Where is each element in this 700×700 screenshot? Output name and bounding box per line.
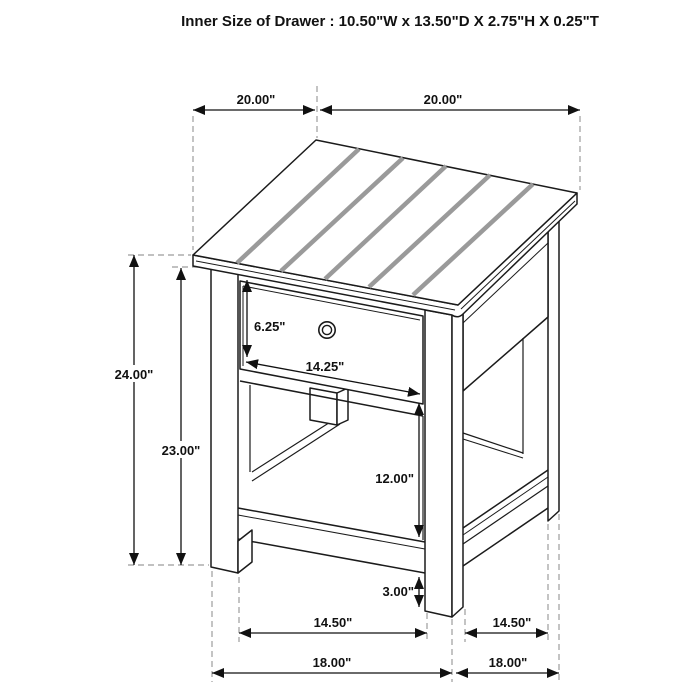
label-under-top-height: 23.00" <box>161 443 201 458</box>
label-shelf-clearance: 12.00" <box>375 471 414 486</box>
shelf-front-edge <box>238 508 425 542</box>
front-right-leg <box>425 310 452 617</box>
front-left-leg <box>211 269 238 573</box>
right-side-rail <box>463 508 548 566</box>
diagram-title: Inner Size of Drawer : 10.50"W x 13.50"D X 2.75"H X 0.25"T <box>181 13 599 30</box>
label-base-front-width: 18.00" <box>312 655 352 670</box>
back-right-leg <box>548 221 559 521</box>
label-foot-height: 3.00" <box>382 584 414 599</box>
label-front-leg-gap: 14.50" <box>313 615 353 630</box>
left-side-rail <box>252 419 335 472</box>
label-side-leg-gap: 14.50" <box>492 615 532 630</box>
label-drawer-width: 14.25" <box>305 359 345 374</box>
label-overall-height: 24.00" <box>114 367 154 382</box>
label-base-side-depth: 18.00" <box>488 655 528 670</box>
shelf-right-edge <box>463 470 548 528</box>
label-top-width: 20.00" <box>236 92 276 107</box>
label-top-depth: 20.00" <box>423 92 463 107</box>
drawer-knob-inner <box>322 325 331 334</box>
back-left-leg <box>310 388 337 425</box>
label-drawer-height: 6.25" <box>254 319 286 334</box>
